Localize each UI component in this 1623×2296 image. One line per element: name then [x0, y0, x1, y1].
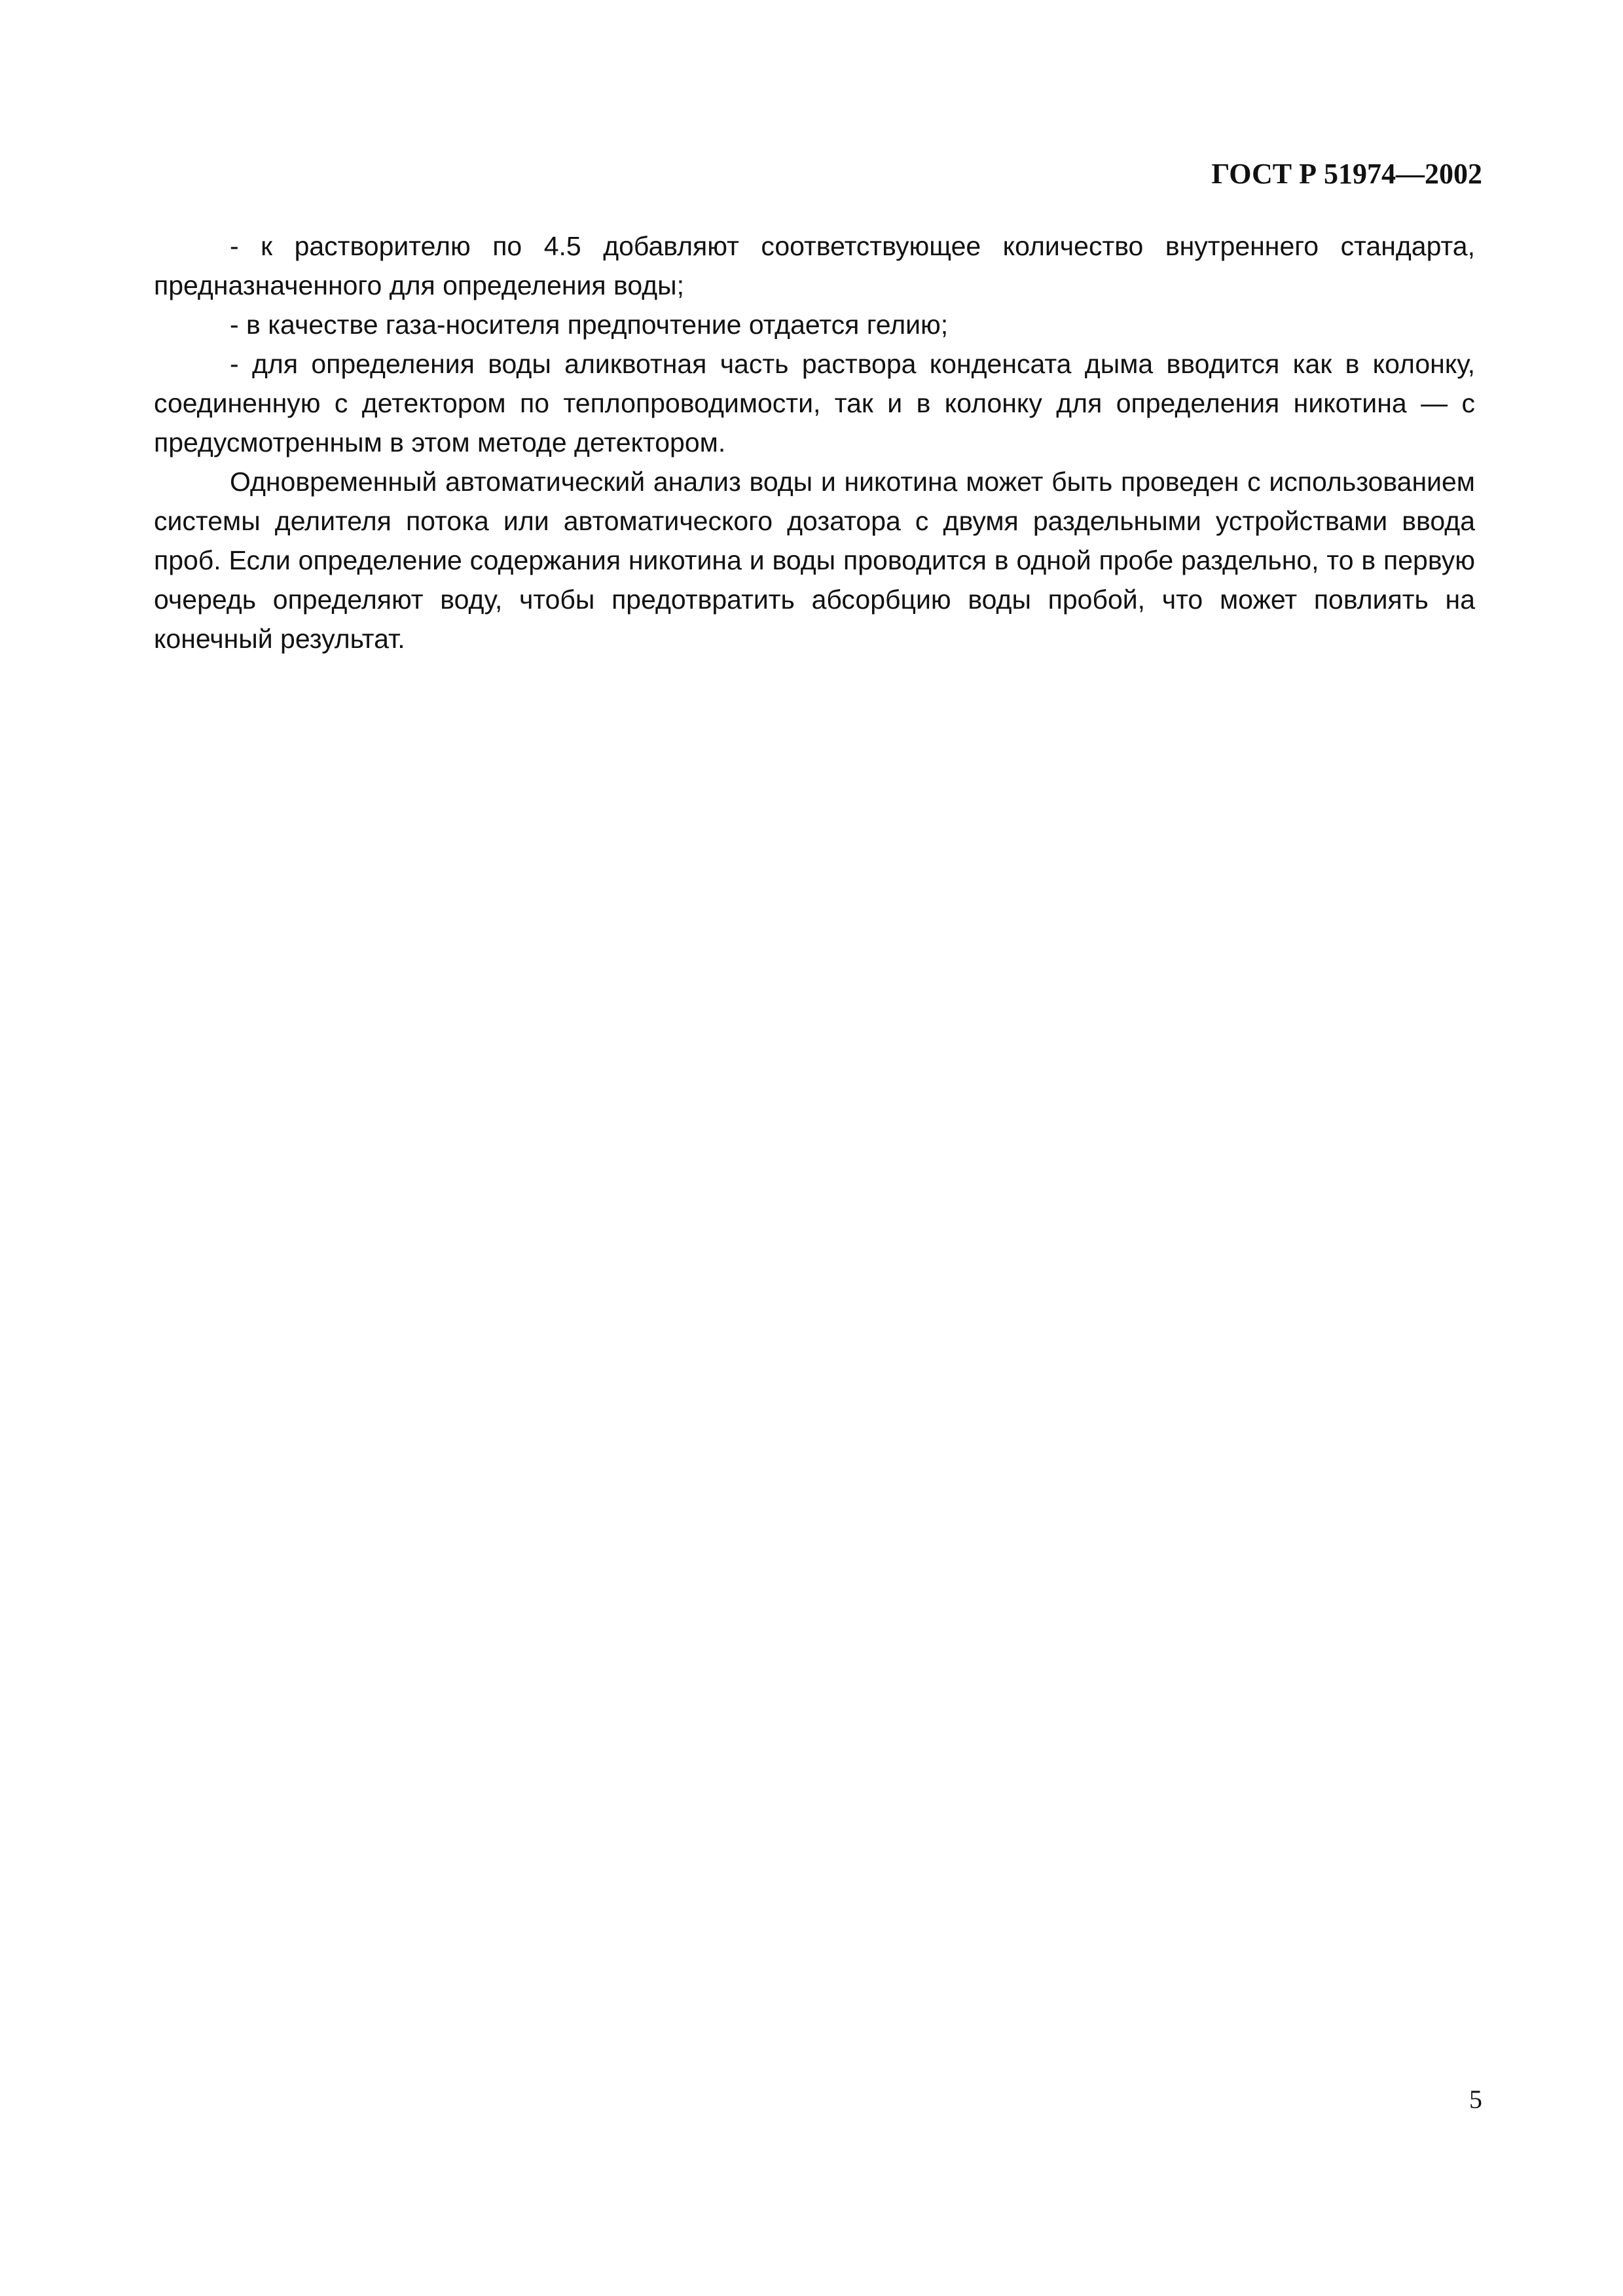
list-item-water-determination: - для определения воды аликвотная часть раствора конденсата дыма вводится как в колонку, соединенную с детектором по теплопроводимости, так и в колонку для определения никотина — с предусмотренным в этом методе детектором. — [154, 349, 1475, 457]
document-body — [154, 226, 1475, 658]
list-item-solvent: - к растворителю по 4.5 добавляют соответствующее количество внутреннего стандарта, предназначенного для определения воды; — [154, 231, 1475, 300]
document-header-id: ГОСТ Р 51974—2002 — [1211, 158, 1482, 190]
list-item-carrier-gas: - в качестве газа-носителя предпочтение отдается гелию; — [230, 310, 949, 340]
paragraph-simultaneous-analysis: Одновременный автоматический анализ воды и никотина может быть проведен с использованием системы делителя потока или автоматического дозатора с двумя раздельными устройствами ввода проб. Если определение содержания никотина и воды проводится в одной пробе раздельно, то в первую очередь определяют воду, чтобы предотвратить абсорбцию воды пробой, что может повлиять на конечный результат. — [154, 467, 1475, 654]
page-number: 5 — [1469, 2085, 1482, 2114]
